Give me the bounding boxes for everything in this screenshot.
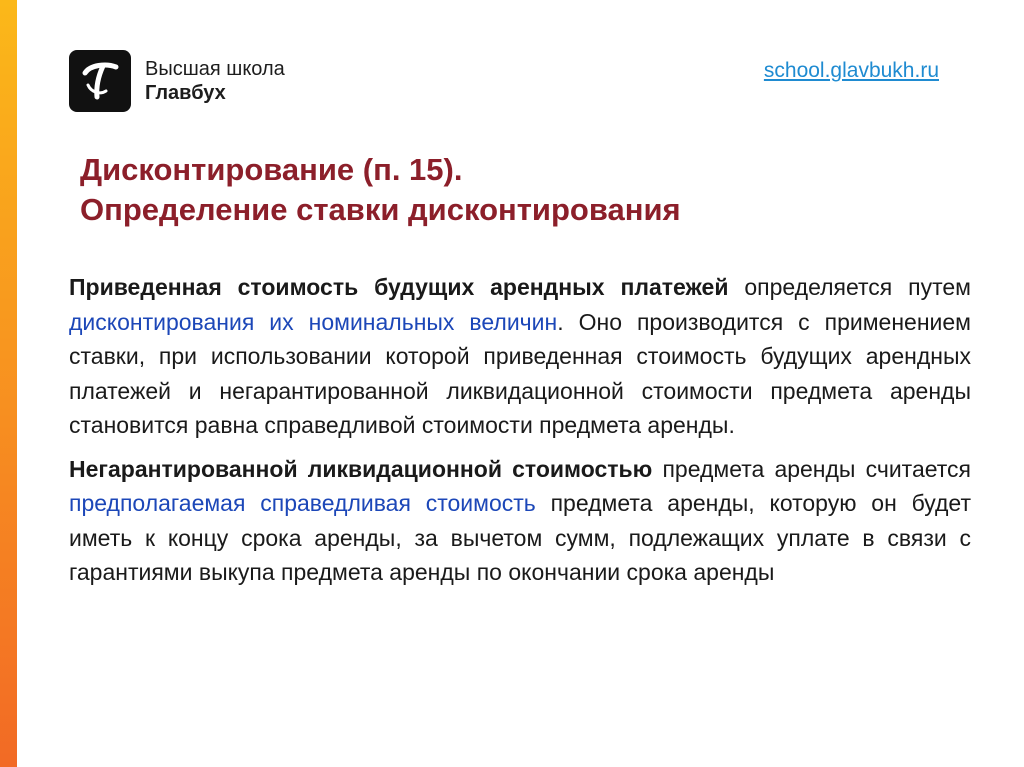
slide-title-line2: Определение ставки дисконтирования [80, 192, 681, 227]
side-accent-stripe [0, 0, 17, 767]
paragraph2-text-after: предмета аренды, которую он будет иметь к концу срока аренды, за вычетом сумм, подлежащих уплате в связи с гарантиями выкупа предмета аренды по окончании срока аренды [69, 490, 971, 585]
slide-body [69, 270, 971, 599]
paragraph1-highlight: дисконтирования их номинальных величин [69, 308, 558, 335]
paragraph1-text-after: . Оно производится с применением ставки, при использовании которой приведенная стоимость будущих арендных платежей и негарантированной ликвидационной стоимости предмета аренды становится равна справедливой стоимости предмета аренды. [69, 308, 971, 438]
paragraph2-highlight: предполагаемая справедливая стоимость [69, 490, 536, 516]
brand-name-line1: Высшая школа [145, 58, 285, 80]
paragraph2-lead: Негарантированной ликвидационной стоимостью [69, 455, 653, 482]
school-logo-icon [69, 50, 131, 112]
paragraph1-text-before: определяется путем [728, 274, 971, 300]
brand-name-line2: Главбух [145, 82, 226, 104]
paragraph2-text-before: предмета аренды считается [652, 455, 971, 482]
paragraph-residual-value [69, 452, 971, 590]
website-link[interactable]: school.glavbukh.ru [763, 59, 939, 82]
slide-title-line1: Дисконтирование (п. 15). [80, 152, 463, 187]
brand-logo [69, 50, 285, 112]
paragraph-present-value [69, 270, 971, 443]
slide-title [80, 150, 980, 230]
brand-name [145, 57, 285, 105]
paragraph1-lead: Приведенная стоимость будущих арендных платежей [69, 274, 729, 300]
